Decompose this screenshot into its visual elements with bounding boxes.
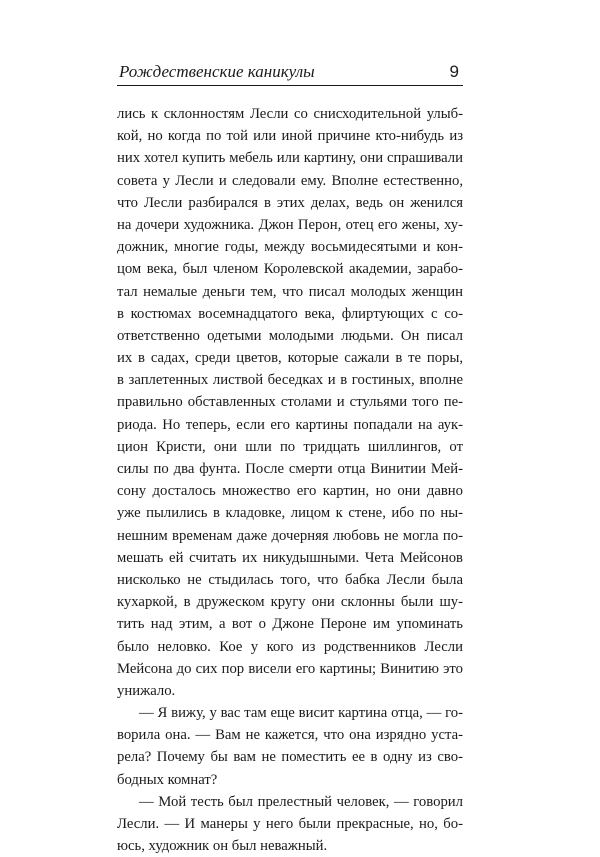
text-line: нисколько не стыдилась того, что бабка Лесли была — [117, 571, 463, 588]
text-line: ответственно одетыми молодыми людьми. Он писал — [117, 327, 463, 344]
text-line: силы по два фунта. После смерти отца Винитии Мей- — [117, 461, 463, 477]
text-line: уже пылились в кладовке, лицом к стене, ибо по ны- — [117, 505, 463, 522]
text-line: в костюмах восемнадцатого века, флиртующих с со- — [117, 305, 463, 322]
header-rule — [117, 85, 463, 86]
text-line: тал немалые деньги тем, что писал молодых женщин — [117, 283, 463, 300]
text-line: дожник, многие годы, между восьмидесятыми и кон- — [117, 239, 463, 256]
text-line: цион Кристи, они шли по тридцать шиллингов, от — [117, 438, 463, 455]
text-line: правильно обставленных столами и стульями того пе- — [117, 394, 463, 411]
page-number: 9 — [449, 62, 459, 81]
text-line: в заплетенных листвой беседках и в гостиных, вполне — [117, 372, 463, 389]
text-line: нешним временам даже дочерняя любовь не могла по- — [117, 527, 463, 544]
text-line: Лесли. — И манеры у него были прекрасные, но, бо- — [117, 816, 463, 832]
text-line: мешать ей считать их никудышными. Чета Мейсонов — [117, 549, 463, 566]
text-line: на дочери художника. Джон Перон, отец его жены, ху- — [117, 216, 463, 233]
text-line: их в садах, среди цветов, которые сажали в те поры, — [117, 350, 463, 367]
text-line: лись к склонностям Лесли со снисходительной улыб- — [117, 106, 463, 122]
text-line: — Мой тесть был прелестный человек, — говорил — [139, 793, 463, 810]
running-title: Рождественские каникулы — [119, 62, 315, 81]
text-line: кухаркой, в дружеском кругу они склонны были шу- — [117, 594, 463, 611]
running-head — [117, 60, 463, 84]
text-line: юсь, художник он был неважный. — [117, 838, 328, 855]
text-line: было неловко. Кое у кого из родственников Лесли — [117, 638, 463, 655]
text-line: что Лесли разбирался в этих делах, ведь он женился — [117, 194, 463, 211]
text-line: унижало. — [117, 682, 176, 699]
text-line: ворила она. — Вам не кажется, что она изрядно уста- — [117, 727, 463, 744]
text-line: совета у Лесли и следовали ему. Вполне естественно, — [117, 172, 463, 189]
text-line: кой, но когда по той или иной причине кто-нибудь из — [117, 128, 463, 145]
text-line: Мейсона до сих пор висели его картины; Винитию это — [117, 660, 463, 677]
text-line: них хотел купить мебель или картину, они спрашивали — [117, 150, 463, 167]
text-line: рела? Почему бы вам не поместить ее в одну из сво- — [117, 749, 463, 766]
text-line: сону досталось множество его картин, но они давно — [117, 483, 463, 500]
body-text — [117, 103, 463, 857]
text-line: риода. Но теперь, если его картины попадали на аук- — [117, 416, 463, 433]
text-line: — Я вижу, у вас там еще висит картина отца, — го- — [139, 705, 463, 722]
text-line: тить над этим, а вот о Джоне Пероне им упоминать — [117, 616, 463, 633]
text-line: цом века, был членом Королевской академии, зарабо- — [117, 261, 463, 278]
text-line: бодных комнат? — [117, 771, 218, 788]
